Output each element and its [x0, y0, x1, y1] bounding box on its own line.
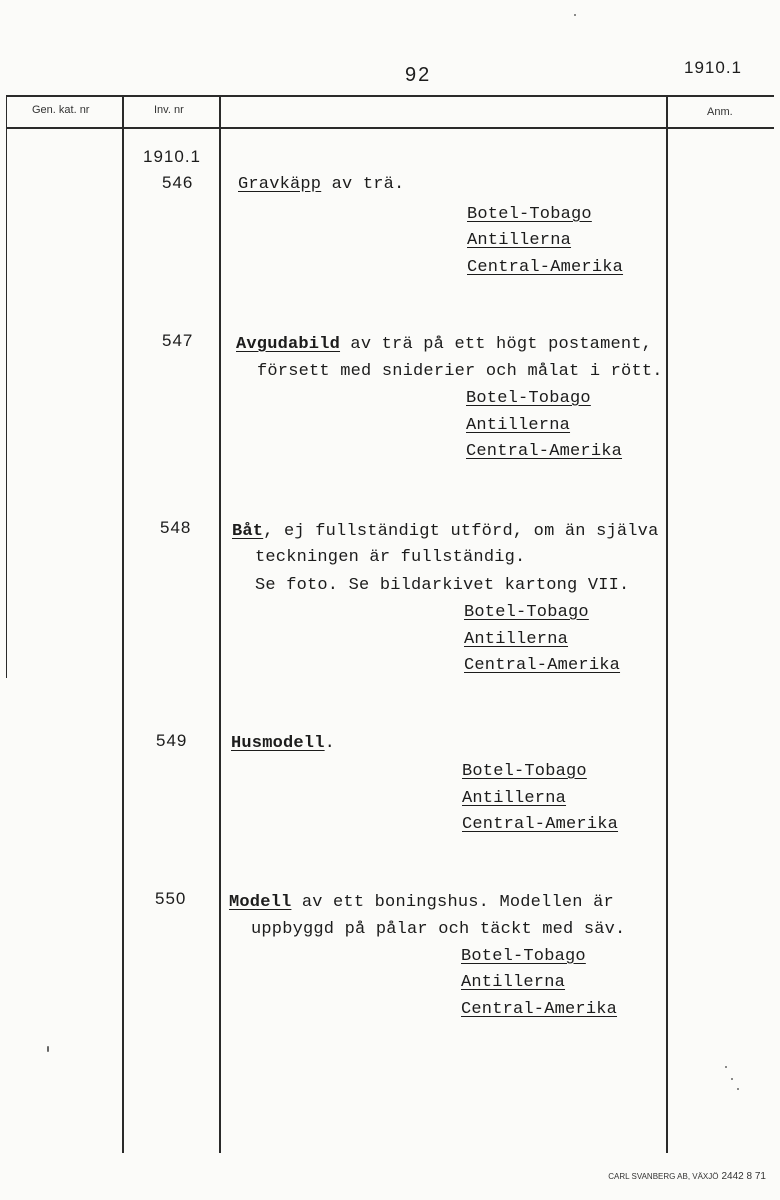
location-region: Antillerna [461, 973, 566, 992]
printer-name: CARL SVANBERG AB, VÄXJÖ [608, 1172, 719, 1181]
location-island: Botel-Tobago [466, 389, 591, 408]
description-text: av ett boningshus. Modellen är [291, 893, 614, 912]
location-continent: Central-Amerika [466, 442, 623, 461]
description-line: försett med sniderier och målat i rött. [257, 362, 663, 381]
inventory-number: 550 [155, 889, 187, 908]
location-continent: Central-Amerika [462, 815, 619, 834]
location-island: Botel-Tobago [461, 947, 586, 966]
column-divider-text-anm [666, 95, 668, 1153]
group-year: 1910.1 [143, 147, 201, 166]
inventory-number: 547 [162, 331, 194, 350]
description-line: Se foto. Se bildarkivet kartong VII. [255, 576, 630, 595]
inventory-number: 546 [162, 173, 194, 192]
column-header-gen-kat: Gen. kat. nr [32, 104, 90, 116]
column-header-anm: Anm. [707, 106, 733, 118]
location-island: Botel-Tobago [464, 603, 589, 622]
scan-speck [731, 1078, 733, 1080]
object-name: Båt [232, 522, 264, 541]
column-divider-left-edge [6, 95, 7, 678]
description-text: . [324, 734, 336, 753]
entry-description [229, 893, 614, 912]
object-name: Modell [229, 893, 292, 912]
description-line: uppbyggd på pålar och täckt med säv. [251, 920, 626, 939]
location-region: Antillerna [467, 231, 572, 250]
location-region: Antillerna [462, 789, 567, 808]
scan-speck [737, 1088, 739, 1090]
entry-description [238, 175, 404, 194]
entry-description [236, 335, 652, 354]
entry-description [232, 522, 658, 541]
inventory-number: 548 [160, 518, 192, 537]
location-region: Antillerna [464, 630, 569, 649]
location-continent: Central-Amerika [464, 656, 621, 675]
entry-description [231, 734, 335, 753]
description-line: teckningen är fullständig. [255, 548, 526, 567]
location-continent: Central-Amerika [467, 258, 624, 277]
printer-mark [608, 1171, 766, 1182]
object-name: Avgudabild [236, 335, 341, 354]
scan-speck [574, 14, 576, 16]
description-text: , ej fullständigt utförd, om än själva [263, 522, 659, 541]
column-divider-inv-text [219, 95, 221, 1153]
scan-speck [725, 1066, 727, 1068]
column-divider-gen-inv [122, 95, 124, 1153]
scan-speck [47, 1046, 49, 1052]
object-name: Husmodell [231, 734, 325, 753]
description-text: av trä. [321, 175, 405, 194]
page-number: 92 [405, 64, 432, 86]
form-number: 2442 8 71 [721, 1171, 766, 1182]
object-name: Gravkäpp [238, 175, 322, 194]
column-header-inv: Inv. nr [154, 104, 184, 116]
location-island: Botel-Tobago [467, 205, 592, 224]
location-island: Botel-Tobago [462, 762, 587, 781]
catalog-year: 1910.1 [684, 58, 742, 77]
inventory-number: 549 [156, 731, 188, 750]
description-text: av trä på ett högt postament, [340, 335, 653, 354]
location-region: Antillerna [466, 416, 571, 435]
location-continent: Central-Amerika [461, 1000, 618, 1019]
